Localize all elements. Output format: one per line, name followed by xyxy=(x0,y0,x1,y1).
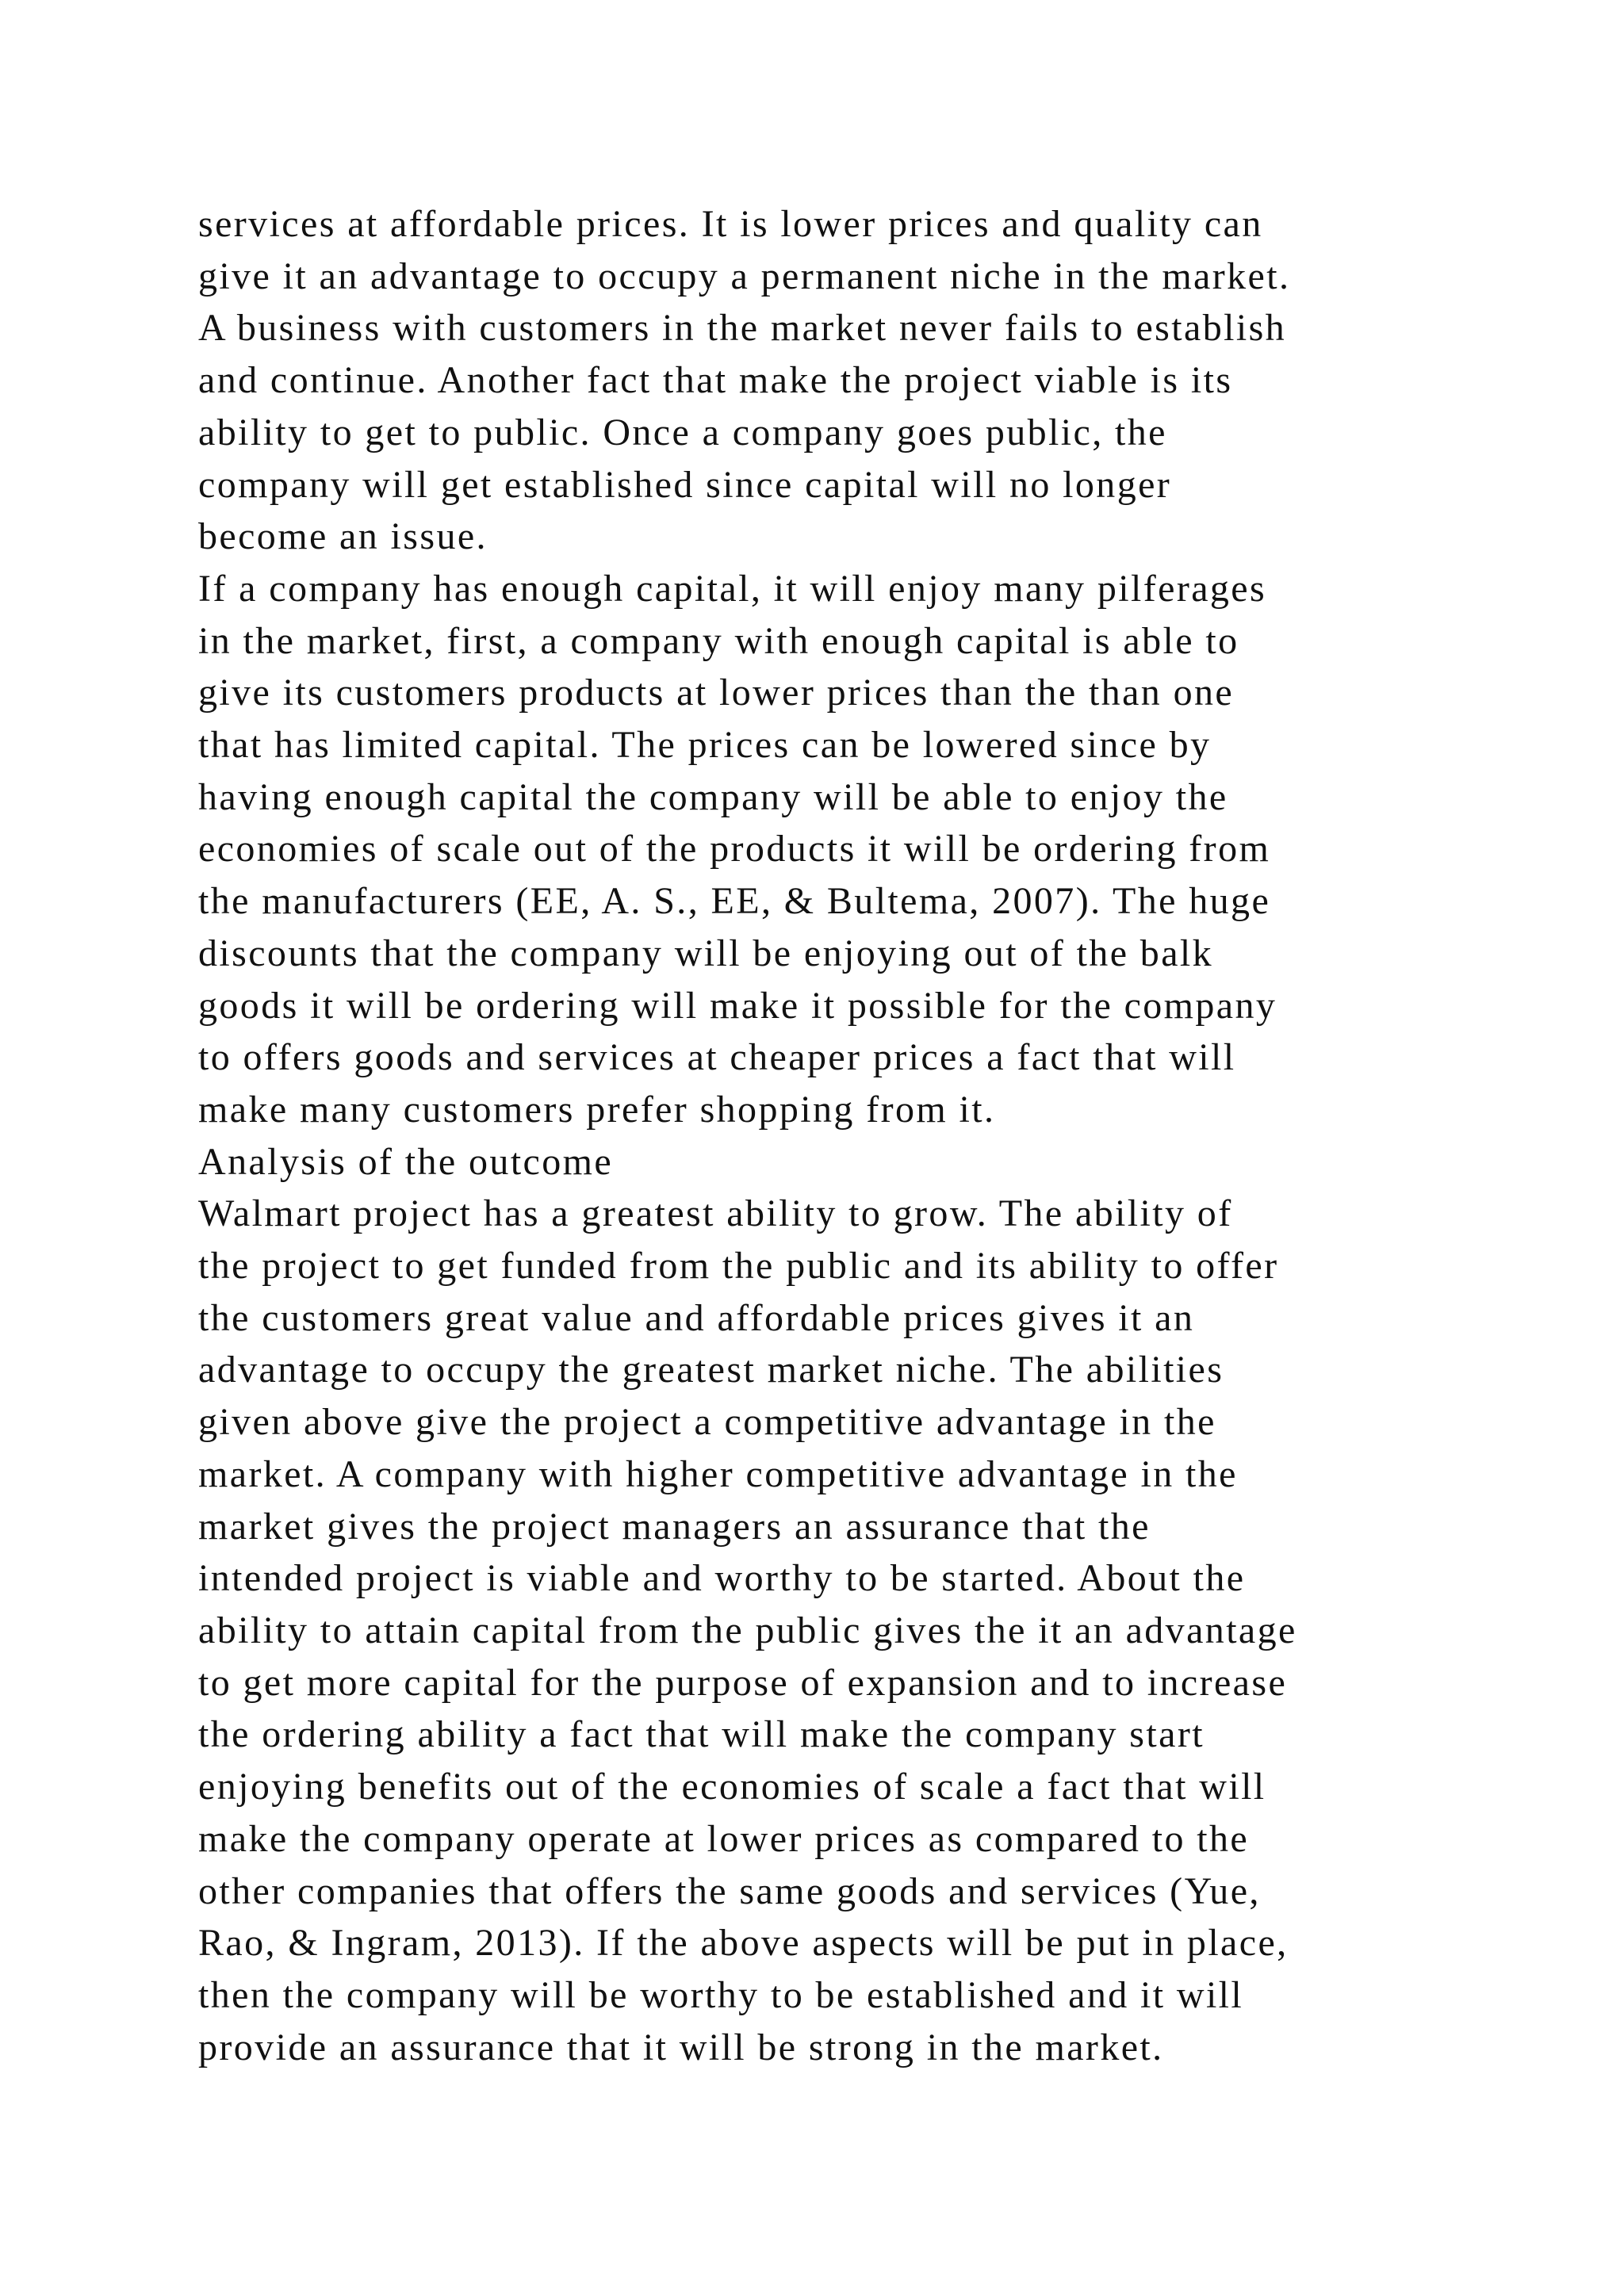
text-line: ability to get to public. Once a company goes public, the xyxy=(198,411,1167,453)
text-line: intended project is viable and worthy to be started. About the xyxy=(198,1557,1246,1600)
section-heading: Analysis of the outcome xyxy=(198,1140,614,1183)
text-line: If a company has enough capital, it will enjoy many pilferages xyxy=(198,567,1267,610)
text-line: market gives the project managers an assurance that the xyxy=(198,1505,1151,1548)
text-line: give its customers products at lower prices than the than one xyxy=(198,672,1235,714)
text-line: the customers great value and affordable prices gives it an xyxy=(198,1296,1195,1339)
text-line: make many customers prefer shopping from it. xyxy=(198,1088,996,1131)
text-line: provide an assurance that it will be strong in the market. xyxy=(198,2026,1164,2068)
text-line: having enough capital the company will be able to enjoy the xyxy=(198,775,1228,818)
text-line: ability to attain capital from the public gives the it an advantage xyxy=(198,1609,1297,1651)
text-line: enjoying benefits out of the economies of scale a fact that will xyxy=(198,1766,1266,1808)
text-line: other companies that offers the same goods and services (Yue, xyxy=(198,1869,1261,1912)
text-line: then the company will be worthy to be established and it will xyxy=(198,1973,1244,2016)
text-line: the ordering ability a fact that will make the company start xyxy=(198,1713,1205,1756)
text-line: goods it will be ordering will make it possible for the company xyxy=(198,984,1277,1027)
text-line: A business with customers in the market never fails to establish xyxy=(198,307,1287,350)
text-line: the manufacturers (EE, A. S., EE, & Bultema, 2007). The huge xyxy=(198,880,1271,923)
text-line: that has limited capital. The prices can be lowered since by xyxy=(198,724,1212,767)
text-line: to offers goods and services at cheaper prices a fact that will xyxy=(198,1036,1236,1079)
text-line: given above give the project a competitive advantage in the xyxy=(198,1401,1216,1444)
text-line: to get more capital for the purpose of expansion and to increase xyxy=(198,1661,1288,1704)
body-text xyxy=(198,198,1507,2073)
text-line: the project to get funded from the public and its ability to offer xyxy=(198,1245,1279,1288)
text-line: in the market, first, a company with enough capital is able to xyxy=(198,619,1239,662)
text-line: make the company operate at lower prices as compared to the xyxy=(198,1817,1250,1860)
text-line: company will get established since capital will no longer xyxy=(198,463,1172,506)
text-line: advantage to occupy the greatest market niche. The abilities xyxy=(198,1349,1224,1391)
text-line: and continue. Another fact that make the project viable is its xyxy=(198,359,1233,402)
text-line: Rao, & Ingram, 2013). If the above aspects will be put in place, xyxy=(198,1922,1289,1965)
text-line: give it an advantage to occupy a permanent niche in the market. xyxy=(198,254,1291,297)
text-line: discounts that the company will be enjoying out of the balk xyxy=(198,932,1214,974)
text-line: become an issue. xyxy=(198,515,488,558)
text-line: economies of scale out of the products it will be ordering from xyxy=(198,828,1271,871)
text-line: services at affordable prices. It is lower prices and quality can xyxy=(198,203,1263,245)
text-line: market. A company with higher competitive advantage in the xyxy=(198,1452,1238,1495)
text-line: Walmart project has a greatest ability to grow. The ability of xyxy=(198,1192,1233,1235)
